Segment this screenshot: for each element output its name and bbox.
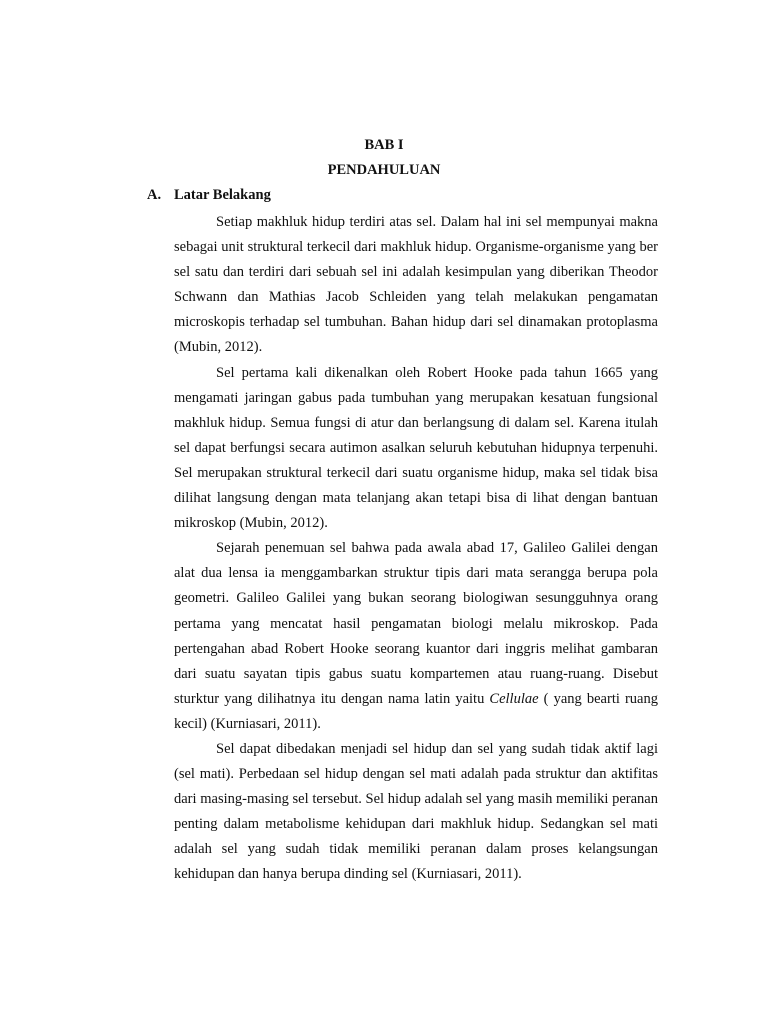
paragraph-1: Setiap makhluk hidup terdiri atas sel. Dalam hal ini sel mempunyai makna sebagai unit struktural terkecil dari makhluk hidup. Organisme-organisme yang ber sel satu dan terdiri dari sebuah sel ini adalah kesimpulan yang diberikan Theodor Schwann dan Mathias Jacob Schleiden yang telah melakukan pengamatan microskopis terhadap sel tumbuhan. Bahan hidup dari sel dinamakan protoplasma (Mubin, 2012). xyxy=(174,214,658,356)
body-text xyxy=(174,210,658,888)
section-letter: A. xyxy=(147,187,162,203)
section-heading xyxy=(147,187,271,204)
paragraph-3-text-after: ( yang bearti ruang kecil) (Kurniasari, 2011). xyxy=(174,690,658,732)
section-title: Latar Belakang xyxy=(174,187,271,203)
paragraph-4: Sel dapat dibedakan menjadi sel hidup dan sel yang sudah tidak aktif lagi (sel mati). Perbedaan sel hidup dengan sel mati adalah pada struktur dan aktifitas dari masing-masing sel tersebut. Sel hidup adalah sel yang masih memiliki peranan penting dalam metabolisme kehidupan dari makhluk hidup. Sedangkan sel mati adalah sel yang sudah tidak memiliki peranan dalam proses kelangsungan kehidupan dan hanya berupa dinding sel (Kurniasari, 2011). xyxy=(174,740,658,883)
chapter-title: PENDAHULUAN xyxy=(327,162,441,178)
latin-term: Cellulae xyxy=(489,690,539,707)
paragraph-3 xyxy=(174,536,658,737)
chapter-number: BAB I xyxy=(364,137,404,153)
paragraph-2: Sel pertama kali dikenalkan oleh Robert Hooke pada tahun 1665 yang mengamati jaringan gabus pada tumbuhan yang merupakan kesatuan fungsional makhluk hidup. Semua fungsi di atur dan berlangsung di dalam sel. Karena itulah sel dapat berfungsi secara autimon asalkan seluruh kebutuhan hidupnya terpenuhi. Sel merupakan struktural terkecil dari suatu organisme hidup, maka sel tidak bisa dilihat langsung dengan mata telanjang akan tetapi bisa di lihat dengan bantuan mikroskop (Mubin, 2012). xyxy=(174,364,658,532)
paragraph-3-text-before: Sejarah penemuan sel bahwa pada awala abad 17, Galileo Galilei dengan alat dua lensa ia menggambarkan struktur tipis dari mata serangga berupa pola geometri. Galileo Galilei yang bukan seorang biologiwan sesungguhnya orang pertama yang mencatat hasil pengamatan biologi melalu mikroskop. Pada pertengahan abad Robert Hooke seorang kuantor dari inggris melihat gambaran dari suatu sayatan tipis gabus suatu kompartemen atau ruang-ruang. Disebut sturktur yang dilihatnya itu dengan nama latin yaitu xyxy=(174,540,658,707)
